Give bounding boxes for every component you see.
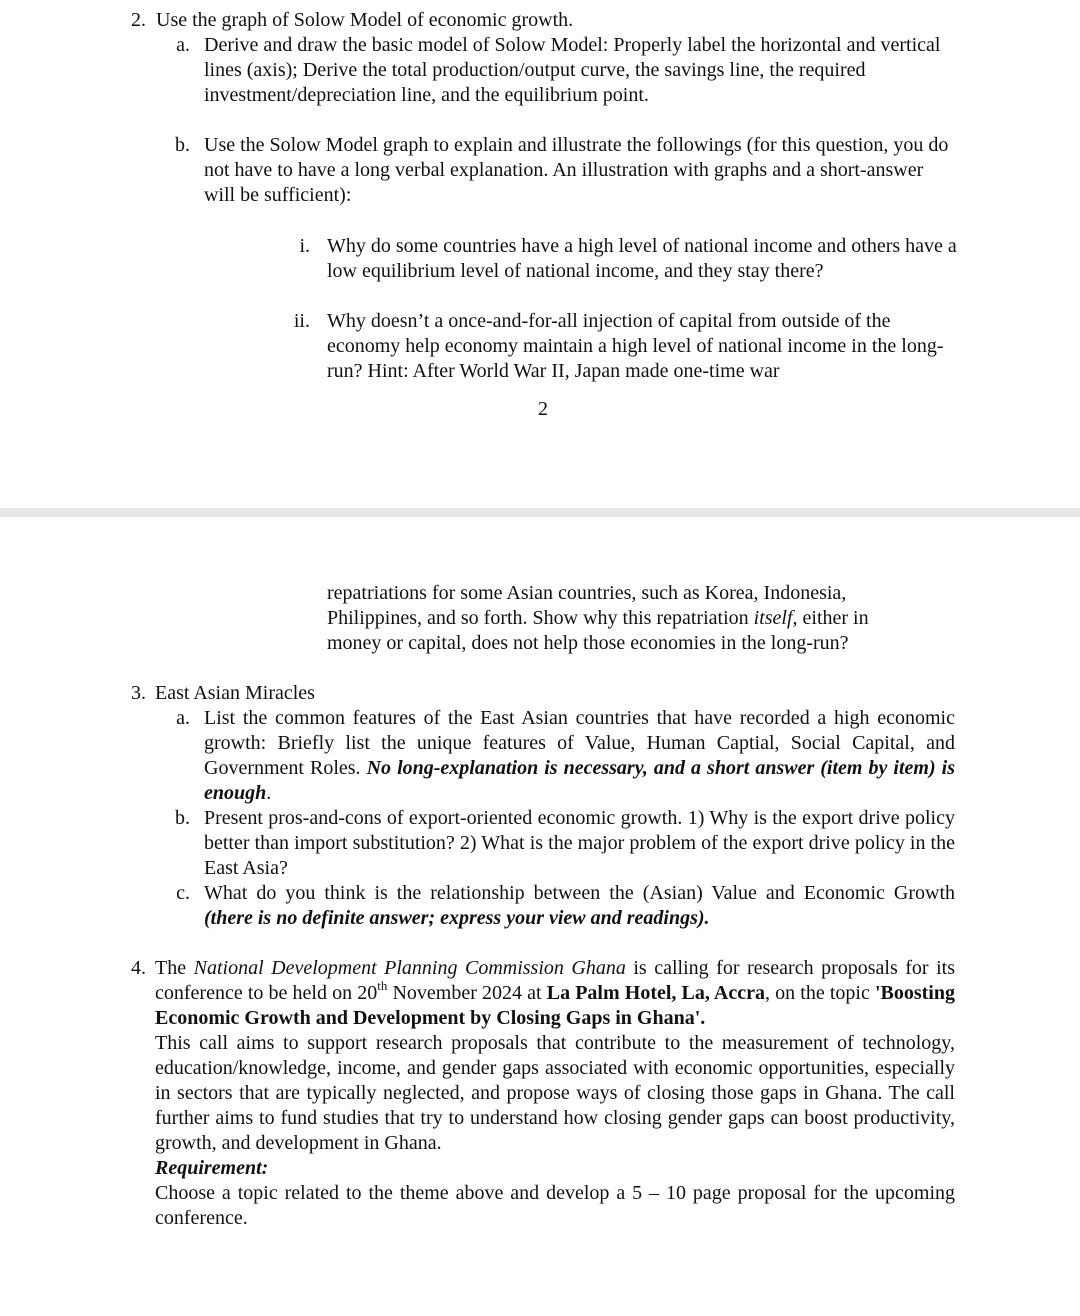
q2a-text: Derive and draw the basic model of Solow Model: Properly label the horizontal and vertical lines (axis); Derive the total production/output curve, the savings line, the required investment/depreciation line, and the equilibrium point. bbox=[204, 34, 941, 106]
q2b-text: Use the Solow Model graph to explain and illustrate the followings (for this question, you do not have to have a long verbal explanation. An illustration with graphs and a short-answer will be sufficient): bbox=[204, 134, 949, 206]
q4-number: 4. bbox=[131, 957, 146, 979]
q4-requirement-text: Choose a topic related to the theme above and develop a 5 – 10 page proposal for the upcoming conference. bbox=[155, 1182, 955, 1229]
q2-ii-continuation: repatriations for some Asian countries, such as Korea, Indonesia, Philippines, and so forth. Show why this repatriation itself, either in money or capital, does not help those economies in the long-run? bbox=[327, 582, 869, 654]
q2-i-text: Why do some countries have a high level of national income and others have a low equilibrium level of national income, and they stay there? bbox=[327, 235, 957, 282]
q3b-label: b. bbox=[175, 807, 190, 829]
q3-number: 3. bbox=[131, 682, 146, 704]
q2-ii-text: Why doesn’t a once-and-for-all injection of capital from outside of the economy help economy maintain a high level of national income in the long-run? Hint: After World War II, Japan made one-time war bbox=[327, 310, 944, 382]
q2b-label: b. bbox=[175, 134, 190, 156]
q2-ii-label: ii. bbox=[293, 310, 310, 332]
q2-title: Use the graph of Solow Model of economic growth. bbox=[156, 9, 574, 31]
page-separator bbox=[0, 508, 1080, 517]
q2a-label: a. bbox=[176, 34, 190, 56]
q3c-label: c. bbox=[176, 882, 190, 904]
q3b-text: Present pros-and-cons of export-oriented economic growth. 1) Why is the export drive policy better than import substitution? 2) What is the major problem of the export drive policy in the East Asia? bbox=[204, 807, 955, 879]
q4-text: The National Development Planning Commission Ghana is calling for research proposals for its conference to be held on 20th November 2024 at La Palm Hotel, La, Accra, on the topic 'Boosting Economic Growth and Development by Closing Gaps in Ghana'. bbox=[155, 957, 956, 1029]
document-page-2 bbox=[0, 517, 1080, 1316]
q3-title: East Asian Miracles bbox=[155, 682, 315, 704]
q3a-label: a. bbox=[176, 707, 190, 729]
q3c-text: What do you think is the relationship between the (Asian) Value and Economic Growth (there is no definite answer; express your view and readings). bbox=[204, 882, 955, 929]
q3a-text: List the common features of the East Asian countries that have recorded a high economic growth: Briefly list the unique features of Value, Human Captial, Social Capital, and Government Roles. No long-explanation is necessary, and a short answer (item by item) is enough. bbox=[204, 707, 955, 804]
document-page-1 bbox=[0, 0, 1080, 508]
q2-number: 2. bbox=[131, 9, 146, 31]
q4-requirement-label: Requirement: bbox=[155, 1157, 269, 1179]
page-number: 2 bbox=[538, 398, 548, 420]
q2-i-label: i. bbox=[299, 235, 310, 257]
q4-call-paragraph: This call aims to support research proposals that contribute to the measurement of technology, education/knowledge, income, and gender gaps associated with economic opportunities, especially in sectors that are typically neglected, and propose ways of closing those gaps in Ghana. The call further aims to fund studies that try to understand how closing gender gaps can boost productivity, growth, and development in Ghana. bbox=[155, 1032, 955, 1154]
